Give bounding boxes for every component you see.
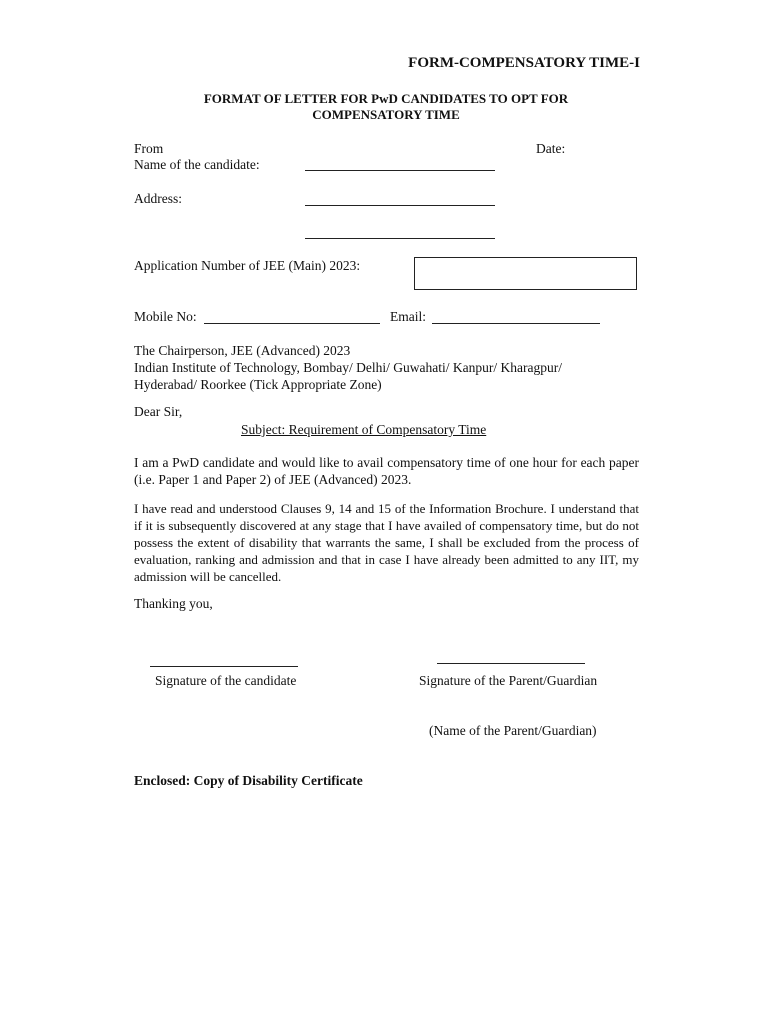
address-field-line1[interactable] — [305, 205, 495, 206]
parent-name-label: (Name of the Parent/Guardian) — [429, 723, 597, 738]
paragraph-compensatory-request: I am a PwD candidate and would like to avail compensatory time of one hour for each paper (i.e. Paper 1 and Paper 2) of JEE (Advanced) 2023. — [134, 455, 639, 487]
format-title — [134, 91, 638, 123]
salutation: Dear Sir, — [134, 404, 183, 419]
from-label: From — [134, 141, 164, 156]
addressee-block — [134, 342, 562, 393]
paragraph-declaration: I have read and understood Clauses 9, 14 and 15 of the Information Brochure. I understand that if it is subsequently discovered at any stage that I have availed of compensatory time, but do not possess the extent of disability that warrants the same, I shall be excluded from the process of evaluation, ranking and admission and that in case I have already been admitted to any IIT, my admission will be cancelled. — [134, 501, 639, 584]
mobile-label: Mobile No: — [134, 309, 197, 324]
format-title-line1: FORMAT OF LETTER FOR PwD CANDIDATES TO OPT FOR — [203, 91, 569, 106]
candidate-signature-line[interactable] — [150, 666, 298, 667]
addressee-line2: Indian Institute of Technology, Bombay/ Delhi/ Guwahati/ Kanpur/ Kharagpur/ — [134, 360, 562, 375]
application-number-label: Application Number of JEE (Main) 2023: — [134, 258, 361, 273]
email-field[interactable] — [432, 323, 600, 324]
candidate-name-label: Name of the candidate: — [134, 157, 260, 172]
address-field-line2[interactable] — [305, 238, 495, 239]
addressee-line3: Hyderabad/ Roorkee (Tick Appropriate Zone) — [134, 377, 382, 392]
format-title-line2: COMPENSATORY TIME — [312, 107, 460, 122]
address-label: Address: — [134, 191, 182, 206]
application-number-box[interactable] — [414, 257, 637, 290]
addressee-line1: The Chairperson, JEE (Advanced) 2023 — [134, 343, 351, 358]
closing: Thanking you, — [134, 596, 213, 611]
email-label: Email: — [390, 309, 426, 324]
date-label: Date: — [536, 141, 566, 156]
parent-signature-label: Signature of the Parent/Guardian — [419, 673, 598, 688]
form-number-heading: FORM-COMPENSATORY TIME-I — [408, 55, 640, 71]
parent-signature-line[interactable] — [437, 663, 585, 664]
enclosure-note: Enclosed: Copy of Disability Certificate — [134, 773, 363, 788]
mobile-field[interactable] — [204, 323, 380, 324]
candidate-signature-label: Signature of the candidate — [155, 673, 297, 688]
subject-line: Subject: Requirement of Compensatory Time — [241, 422, 487, 437]
candidate-name-field[interactable] — [305, 170, 495, 171]
